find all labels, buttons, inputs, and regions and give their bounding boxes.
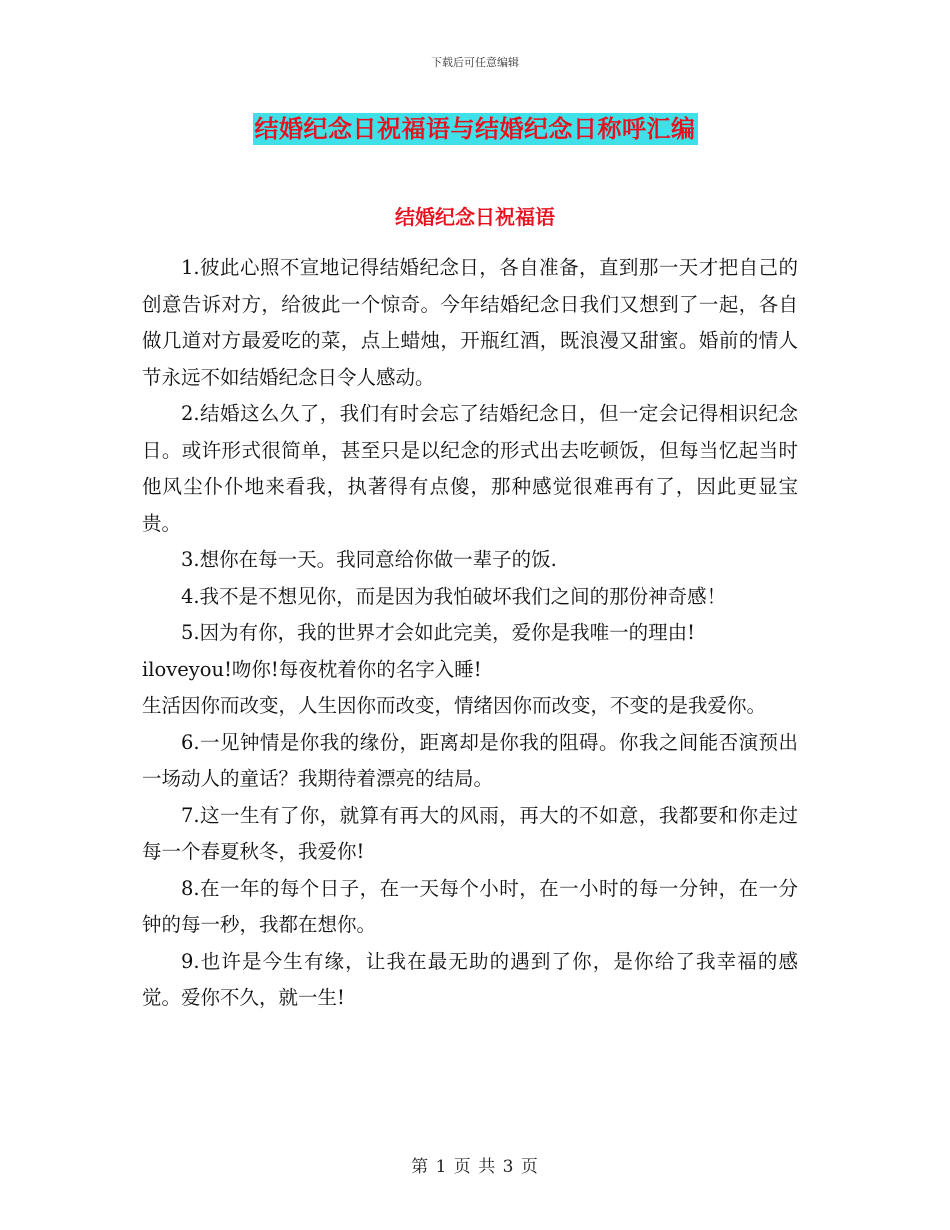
paragraph-3: 3.想你在每一天。我同意给你做一辈子的饭. (181, 548, 557, 571)
paragraph-1: 1.彼此心照不宣地记得结婚纪念日，各自准备，直到那一天才把自己的创意告诉对方，给彼此一个惊奇。今年结婚纪念日我们又想到了一起，各自做几道对方最爱吃的菜，点上蜡烛，开瓶红酒，既浪漫又甜蜜。婚前的情人节永远不如结婚纪念日令人感动。 (142, 256, 798, 389)
paragraph-5-line-2: iloveyou!吻你!每夜枕着你的名字入睡! (142, 657, 482, 681)
main-title-container (0, 113, 950, 145)
paragraph-4: 4.我不是不想见你，而是因为我怕破坏我们之间的那份神奇感！ (181, 584, 727, 608)
paragraph-5-line-3: 生活因你而改变，人生因你而改变，情绪因你而改变，不变的是我爱你。 (142, 694, 767, 717)
section-title: 结婚纪念日祝福语 (395, 205, 555, 229)
paragraph-7: 7.这一生有了你，就算有再大的风雨，再大的不如意，我都要和你走过每一个春夏秋冬，我爱你! (142, 803, 798, 863)
paragraph-8: 8.在一年的每个日子，在一天每个小时，在一小时的每一分钟，在一分钟的每一秒，我都在想你。 (142, 876, 798, 936)
document-body (142, 250, 798, 1017)
paragraph-2: 2.结婚这么久了，我们有时会忘了结婚纪念日，但一定会记得相识纪念日。或许形式很简单，甚至只是以纪念的形式出去吃顿饭，但每当忆起当时他风尘仆仆地来看我，执著得有点傻，那种感觉很难再有了，因此更显宝贵。 (142, 402, 798, 535)
paragraph-9: 9.也许是今生有缘，让我在最无助的遇到了你，是你给了我幸福的感觉。爱你不久，就一生! (142, 949, 798, 1009)
paragraph-5: 5.因为有你，我的世界才会如此完美，爱你是我唯一的理由! (181, 621, 695, 644)
paragraph-6: 6.一见钟情是你我的缘份，距离却是你我的阻碍。你我之间能否演预出一场动人的童话？我期待着漂亮的结局。 (142, 730, 798, 790)
page-footer: 第 1 页 共 3 页 (411, 1157, 539, 1177)
main-title: 结婚纪念日祝福语与结婚纪念日称呼汇编 (254, 115, 696, 143)
header-note: 下载后可任意编辑 (431, 56, 519, 69)
